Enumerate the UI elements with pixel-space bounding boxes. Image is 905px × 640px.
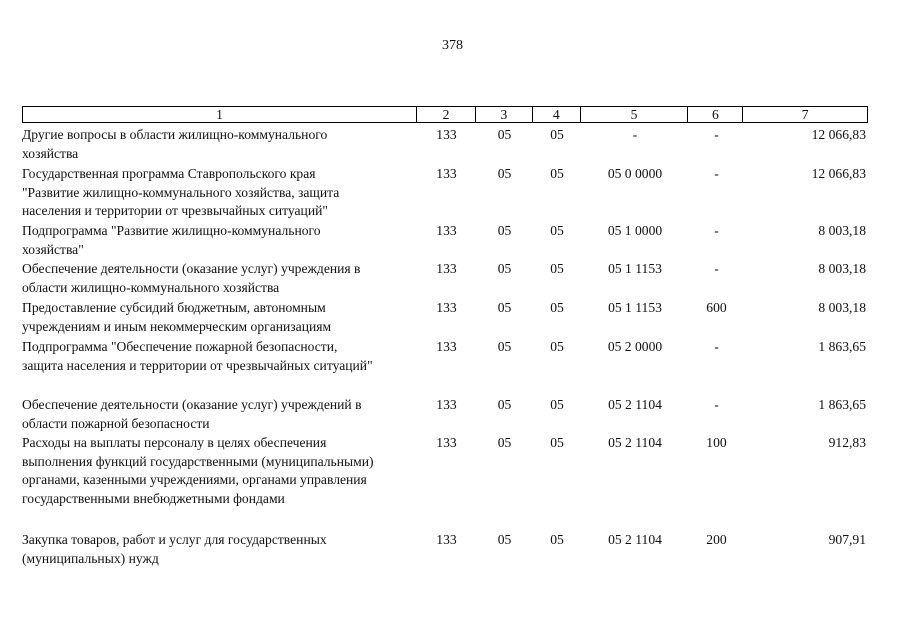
column-header-3: 3 <box>476 107 533 122</box>
row-amount: 8 003,18 <box>818 223 866 238</box>
row-code-5: - <box>632 127 638 142</box>
row-code-6: - <box>714 397 719 412</box>
row-code-3: 05 <box>497 166 512 181</box>
row-description: Предоставление субсидий бюджетным, автономным учреждениям и иным некоммерческим организациям <box>22 300 332 334</box>
page-number: 378 <box>442 38 463 53</box>
row-code-2: 133 <box>436 261 457 276</box>
row-code-2: 133 <box>436 127 457 142</box>
row-description: Закупка товаров, работ и услуг для государственных (муниципальных) нужд <box>22 532 327 566</box>
column-header-2: 2 <box>417 107 476 122</box>
row-description: Обеспечение деятельности (оказание услуг) учреждений в области пожарной безопасности <box>22 397 362 431</box>
row-amount: 912,83 <box>828 435 866 450</box>
row-code-6: 100 <box>706 435 727 450</box>
column-header-1: 1 <box>23 107 417 122</box>
row-amount: 8 003,18 <box>818 261 866 276</box>
row-description: Расходы на выплаты персоналу в целях обеспечения выполнения функций государственными (муниципальными) органами, казенными учреждениями, органами управления государственными внебюджетными фондами <box>22 435 374 506</box>
row-code-4: 05 <box>550 300 564 315</box>
row-code-4: 05 <box>550 339 564 354</box>
row-code-3: 05 <box>497 223 512 238</box>
row-code-3: 05 <box>497 127 512 142</box>
row-amount: 8 003,18 <box>818 300 866 315</box>
row-code-6: 600 <box>706 300 727 315</box>
column-header-6: 6 <box>688 107 743 122</box>
row-description: Обеспечение деятельности (оказание услуг) учреждения в области жилищно-коммунального хозяйства <box>22 261 361 295</box>
row-code-6: - <box>714 339 719 354</box>
row-code-5: 05 0 0000 <box>607 166 663 181</box>
row-code-2: 133 <box>436 532 457 547</box>
row-code-4: 05 <box>550 397 564 412</box>
row-code-6: - <box>714 223 719 238</box>
row-amount: 907,91 <box>828 532 866 547</box>
row-code-3: 05 <box>497 300 512 315</box>
row-code-4: 05 <box>550 435 564 450</box>
row-description: Подпрограмма "Обеспечение пожарной безопасности, защита населения и территории от чрезвычайных ситуаций" <box>22 339 373 373</box>
row-description: Другие вопросы в области жилищно-коммунального хозяйства <box>22 127 328 161</box>
row-code-4: 05 <box>550 127 564 142</box>
row-code-2: 133 <box>436 300 457 315</box>
row-code-3: 05 <box>497 435 512 450</box>
row-code-2: 133 <box>436 339 457 354</box>
row-code-3: 05 <box>497 261 512 276</box>
row-code-2: 133 <box>436 397 457 412</box>
row-code-2: 133 <box>436 435 457 450</box>
row-code-4: 05 <box>550 261 564 276</box>
column-header-4: 4 <box>533 107 581 122</box>
row-code-4: 05 <box>550 532 564 547</box>
row-code-3: 05 <box>497 532 512 547</box>
row-description: Подпрограмма "Развитие жилищно-коммунального хозяйства" <box>22 223 321 257</box>
row-amount: 1 863,65 <box>818 339 866 354</box>
row-code-4: 05 <box>550 166 564 181</box>
row-amount: 1 863,65 <box>818 397 866 412</box>
row-code-6: - <box>714 166 719 181</box>
row-code-6: - <box>714 261 719 276</box>
row-code-5: 05 1 1153 <box>608 300 662 315</box>
row-code-3: 05 <box>497 339 512 354</box>
table-header-row <box>22 106 868 123</box>
column-header-5: 5 <box>581 107 689 122</box>
row-amount: 12 066,83 <box>811 127 866 142</box>
row-code-5: 05 2 1104 <box>608 397 662 412</box>
row-code-5: 05 1 1153 <box>608 261 662 276</box>
row-code-4: 05 <box>550 223 564 238</box>
row-code-5: 05 1 0000 <box>607 223 663 238</box>
row-code-6: - <box>714 127 719 142</box>
row-code-5: 05 2 1104 <box>608 435 662 450</box>
row-amount: 12 066,83 <box>811 166 866 181</box>
row-code-3: 05 <box>497 397 512 412</box>
row-description: Государственная программа Ставропольского края "Развитие жилищно-коммунального хозяйства, защита населения и территории от чрезвычайных ситуаций" <box>22 166 340 218</box>
row-code-5: 05 2 1104 <box>608 532 662 547</box>
row-code-6: 200 <box>706 532 727 547</box>
row-code-2: 133 <box>436 166 457 181</box>
column-header-7: 7 <box>801 107 809 122</box>
row-code-5: 05 2 0000 <box>607 339 663 354</box>
row-code-2: 133 <box>436 223 457 238</box>
